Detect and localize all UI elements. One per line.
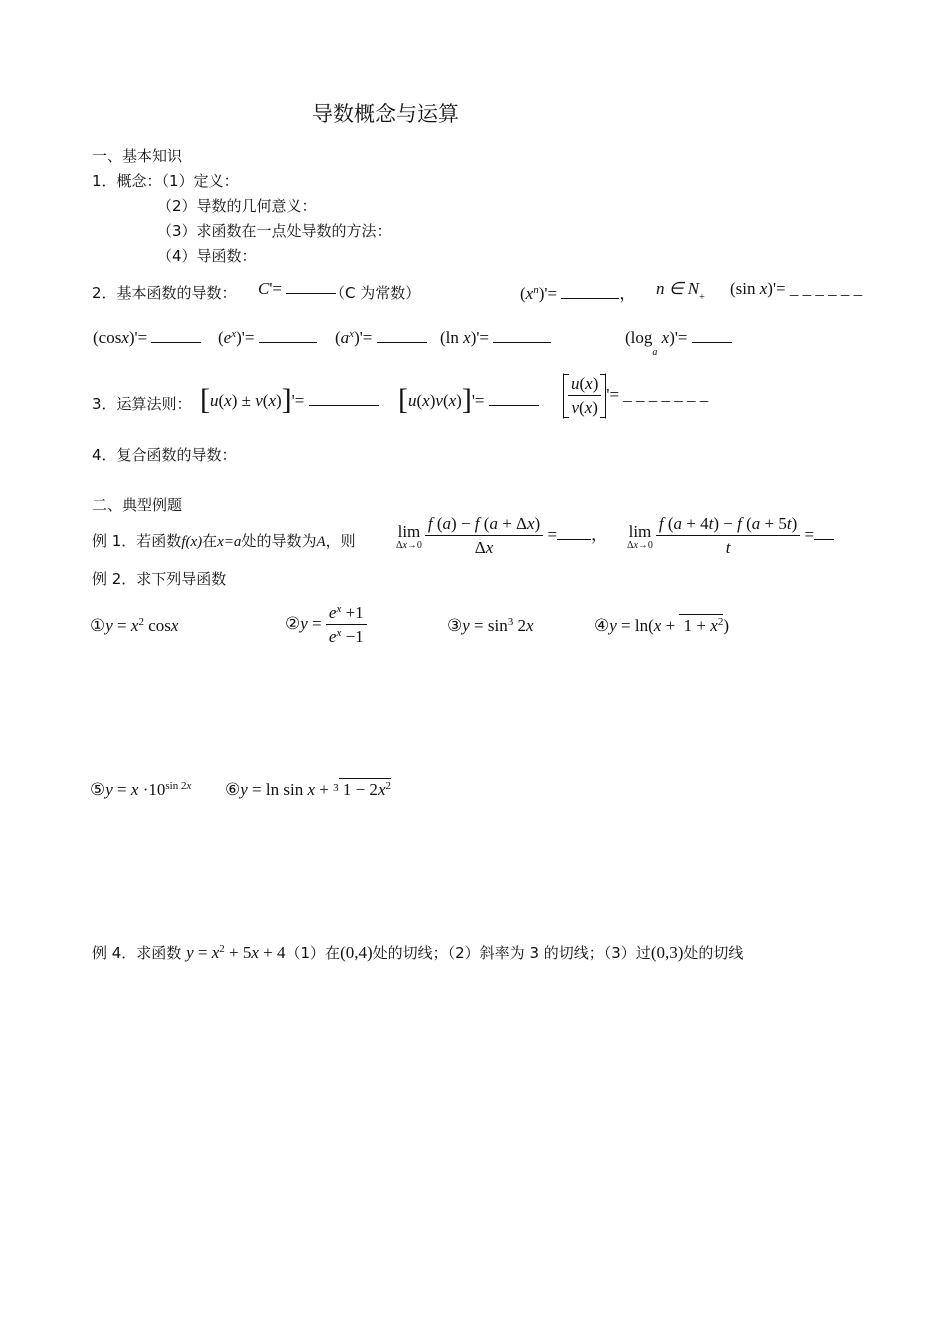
example-2-item-4: ④y = $\ln(x + 1 + x^2)$: [594, 616, 729, 635]
formula-quotient-rule: $\frac{u(x)}{v(x)}$ '= _ _ _ _ _ _ _: [563, 373, 708, 419]
ex4-part-2: 处的切线；（2）斜率为 3 的切线；（3）过: [372, 944, 651, 962]
example-1-limit-1: lim Δx→0 $\frac{f (a) - f (a + \Delta x)}{\Delta x}$ = ，: [396, 514, 609, 557]
formula-ln-derivative: (ln x)'=: [440, 328, 551, 348]
membership-text: n ∈ N: [656, 279, 700, 298]
example-2-item-2: ②y = $\frac{e^x +1}{e^x -1}$: [285, 603, 367, 647]
ex1-part-d: ，则: [325, 532, 356, 550]
example-2-lead: 例 2．求下列导函数: [92, 570, 227, 588]
ex1-fx: f(x): [181, 534, 203, 550]
concept-lead: 1．概念：（1）定义：: [92, 172, 239, 190]
ex4-function: $y = x^2 + 5x + 4$: [186, 943, 286, 962]
concept-item-4: （4）导函数：: [157, 247, 257, 265]
ex4-part-3: 处的切线: [683, 944, 744, 962]
concept-item-2: （2）导数的几何意义：: [157, 197, 317, 215]
example-2-item-3: ③y = $\sin^3 2x$: [447, 616, 534, 635]
example-4-text: [92, 942, 743, 963]
page-title: 导数概念与运算: [312, 102, 459, 126]
section-heading-examples: 二、典型例题: [92, 496, 183, 514]
formula-log-derivative: ($\log_a$ x)'=: [625, 328, 732, 348]
ex1-part-b: 在: [202, 532, 218, 550]
concept-item-3: （3）求函数在一点处导数的方法：: [157, 222, 392, 240]
ex1-part-c: 处的导数为: [241, 532, 317, 550]
formula-sum-rule: [u(x) ± v(x)]'=: [200, 380, 379, 414]
formula-membership: [656, 279, 705, 303]
constant-note: （C 为常数）: [330, 284, 421, 302]
ex2-label-5: ⑤: [90, 780, 106, 799]
example-1-text: [92, 530, 356, 551]
formula-product-rule: [u(x)v(x)]'=: [398, 380, 539, 414]
ex1-part-a: 例 1．若函数: [92, 532, 182, 550]
rules-lead: 3．运算法则：: [92, 395, 192, 413]
example-2-item-1: ①y = $x^2$ cosx: [90, 616, 179, 635]
example-2-item-5: ⑤y = $x \cdot 10^{sin 2x}$: [90, 780, 192, 799]
ex4-lead: 例 4．求函数: [92, 944, 182, 962]
formula-power-derivative: $(x^n)'=$ ，: [520, 284, 637, 303]
ex2-label-6: ⑥: [225, 780, 241, 799]
basic-derivatives-lead: 2．基本函数的导数：: [92, 284, 237, 302]
formula-exp-derivative: $(e^x)'=$: [218, 328, 317, 348]
membership-sub: +: [699, 292, 705, 303]
ex1-xa: x=a: [217, 534, 242, 550]
formula-constant-derivative: C'=: [258, 279, 336, 299]
ex2-label-2: ②: [285, 613, 301, 633]
ex4-part-1: （1）在: [285, 944, 341, 962]
example-1-limit-2: lim Δx→0 $\frac{f (a + 4t) - f (a + 5t)}{t}$ =: [627, 514, 834, 558]
ex2-label-1: ①: [90, 616, 106, 635]
formula-sin-derivative: (sin x)'= _ _ _ _ _ _: [730, 279, 863, 298]
example-2-item-6: ⑥y = ln sin x + $^3$ $1 - 2x^2$: [225, 780, 391, 799]
ex2-label-4: ④: [594, 616, 610, 635]
formula-cos-derivative: (cosx)'=: [93, 328, 201, 348]
ex4-point-1: (0,4): [340, 943, 373, 962]
ex1-A: A: [316, 534, 326, 550]
ex2-label-3: ③: [447, 616, 463, 635]
formula-ax-derivative: $(a^x)'=$: [335, 328, 427, 348]
composite-lead: 4．复合函数的导数：: [92, 446, 237, 464]
ex4-point-2: (0,3): [650, 943, 684, 962]
section-heading-basics: 一、基本知识: [92, 147, 183, 165]
